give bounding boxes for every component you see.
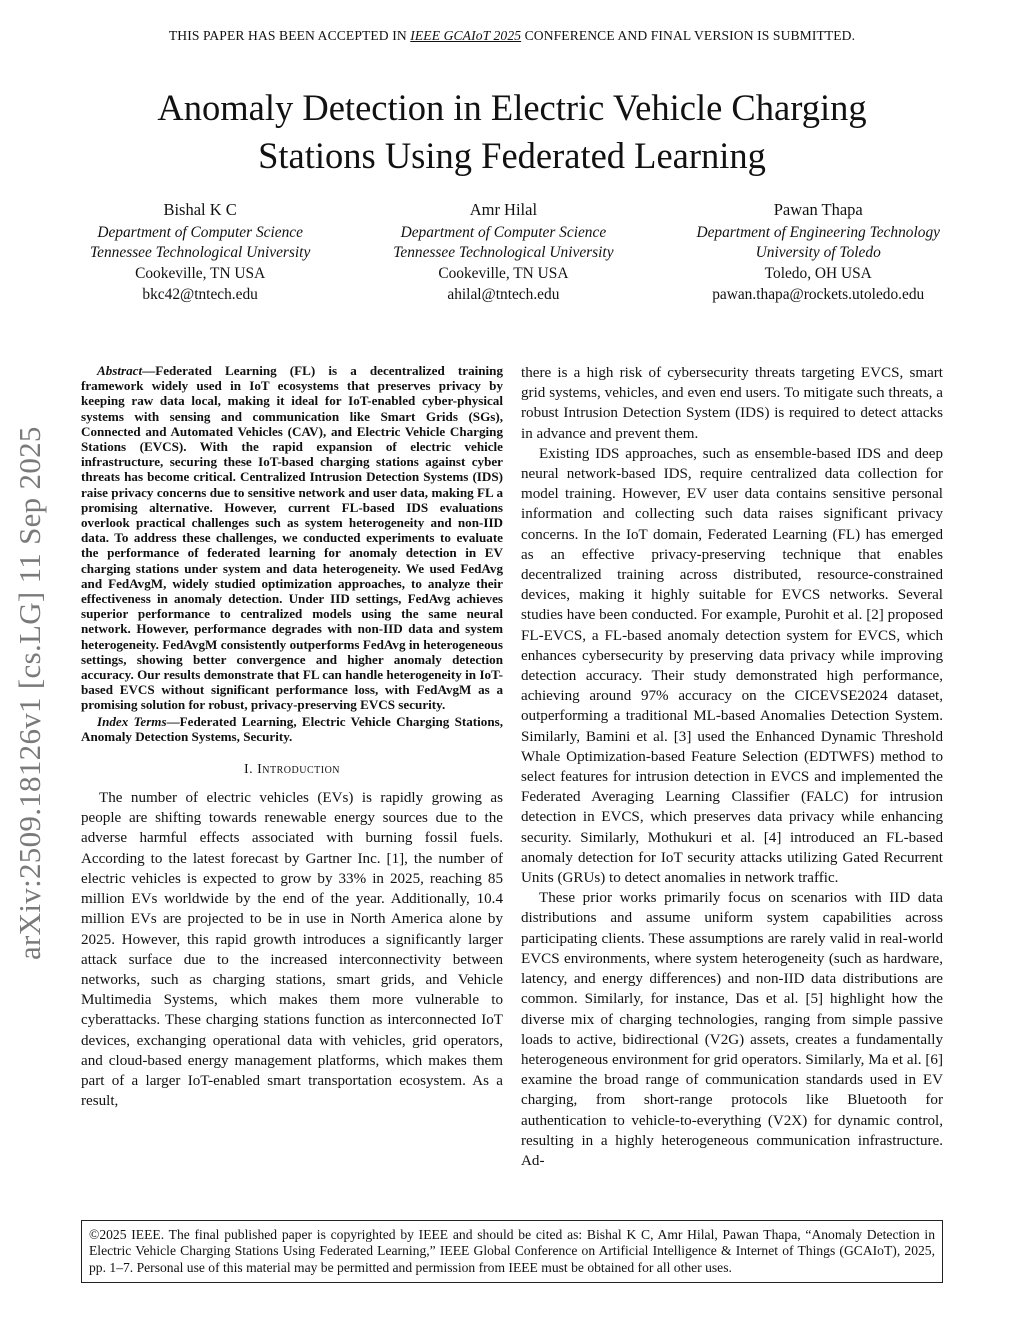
author-1 [90,200,310,306]
author-block [90,200,940,306]
author-city: Toledo, OH USA [764,265,872,283]
abstract-text: —Federated Learning (FL) is a decentralized training framework widely used in IoT ecosystems that preserves privacy by keeping raw data local, making it ideal for IoT-enabled cyber-physical systems with sensing and communication like Smart Grids (SGs), Connected and Automated Vehicles (CAV), and Electric Vehicle Charging Stations (EVCS). With the rapid expansion of electric vehicle infrastructure, securing these IoT-based charging stations against cyber threats has become critical. Centralized Intrusion Detection Systems (IDS) raise privacy concerns due to sensitive network and user data, making FL a promising alternative. However, current FL-based IDS evaluations overlook practical challenges such as system heterogeneity and non-IID data. To address these challenges, we conducted experiments to evaluate the performance of federated learning for anomaly detection in EV charging stations under system and data heterogeneity. We used FedAvg and FedAvgM, widely studied optimization approaches, to analyze their effectiveness in anomaly detection. Under IID settings, FedAvg achieves superior performance to centralized models using the same neural network. However, performance degrades with non-IID data and system heterogeneity. FedAvgM consistently outperforms FedAvg in heterogeneous settings, showing better convergence and higher anomaly detection accuracy. Our results demonstrate that FL can handle heterogeneity in IoT-based EVCS without significant performance loss, with FedAvgM as a promising solution for robust, privacy-preserving EVCS security. [81,363,503,713]
left-column [81,363,503,1111]
author-institution: Tennessee Technological University [90,244,311,262]
arxiv-identifier: arXiv:2509.18126v1 [cs.LG] 11 Sep 2025 [12,426,47,960]
author-email[interactable]: bkc42@tntech.edu [142,285,258,303]
index-terms [81,714,503,744]
author-department: Department of Computer Science [97,223,303,241]
section-number: I. [243,762,254,778]
author-name: Pawan Thapa [773,200,863,219]
intro-paragraph-continued: there is a high risk of cybersecurity threats targeting EVCS, smart grid systems, vehicles, and even end users. To mitigate such threats, a robust Intrusion Detection System (IDS) is required to detect attacks in advance and prevent them. [521,365,943,442]
author-email[interactable]: ahilal@tntech.edu [447,285,560,303]
title-line-2: Stations Using Federated Learning [258,135,766,176]
author-department: Department of Engineering Technology [696,223,940,241]
author-city: Cookeville, TN USA [438,265,569,283]
right-column [521,363,943,1171]
author-city: Cookeville, TN USA [135,265,266,283]
notice-suffix: CONFERENCE AND FINAL VERSION IS SUBMITTED. [524,28,856,43]
intro-paragraph-3: These prior works primarily focus on scenarios with IID data distributions and assume uniform system capabilities across participating clients. These assumptions are rarely valid in real-world EVCS environments, where system heterogeneity (such as hardware, latency, and energy differences) and non-IID data distributions are common. Similarly, for instance, Das et al. [5] highlight how the diverse mix of charging technologies, ranging from simple passive loads to active, bidirectional (V2G) assets, creates a fundamentally heterogeneous environment for grid operators. Similarly, Ma et al. [6] examine the broad range of communication standards used in EV charging, from short-range protocols like Bluetooth for authentication to vehicle-to-everything (V2X) for dynamic control, resulting in a highly heterogeneous communication infrastructure. Ad- [521,890,943,1169]
author-institution: University of Toledo [755,244,881,262]
author-3 [696,200,940,306]
author-department: Department of Computer Science [400,223,607,241]
index-terms-lead: Index Terms [97,713,167,729]
author-name: Bishal K C [163,200,237,219]
author-institution: Tennessee Technological University [393,244,614,262]
notice-prefix: THIS PAPER HAS BEEN ACCEPTED IN [168,28,407,43]
abstract-lead: Abstract [97,363,143,378]
abstract [81,363,503,713]
author-name: Amr Hilal [469,200,538,219]
copyright-notice: ©2025 IEEE. The final published paper is copyrighted by IEEE and should be cited as: Bishal K C, Amr Hilal, Pawan Thapa, “Anomaly Detection in Electric Vehicle Charging Stations Using Federated Learning,” IEEE Global Conference on Artificial Intelligence & Internet of Things (GCAIoT), 2025, pp. 1–7. Personal use of this material may be permitted and permission from IEEE must be obtained for all other uses. [81,1220,943,1283]
acceptance-notice [0,28,1024,44]
intro-paragraph-2: Existing IDS approaches, such as ensemble-based IDS and deep neural network-based IDS, require centralized data collection for model training. However, EV user data contains sensitive personal information and collecting such data raises significant privacy concerns. In the IoT domain, Federated Learning (FL) has emerged as an effective privacy-preserving technique that enables decentralized training across distributed, resource-constrained devices, making it highly suitable for EVCS networks. Several studies have been conducted. For example, Purohit et al. [2] proposed FL-EVCS, a FL-based anomaly detection system for EVCS, which enhances cybersecurity by preserving data privacy while improving detection accuracy. Their study demonstrated high performance, achieving around 97% accuracy on the CICEVSE2024 dataset, outperforming a traditional ML-based Anomalies Detection System. Similarly, Bamini et al. [3] used the Enhanced Dynamic Threshold Whale Optimization-based Feature Selection (EDTWFS) method to select features for intrusion detection in EVCS and implemented the Federated Averaging Learning Classifier (FALC) for intrusion detection in EVCS, which preserves data privacy while enhancing security. Similarly, Mothukuri et al. [4] introduced an FL-based anomaly detection for IoT security attacks utilizing Gated Recurrent Units (GRUs) to detect anomalies in network traffic. [521,445,943,887]
paper-title [0,84,1024,180]
section-heading [81,762,503,778]
author-email[interactable]: pawan.thapa@rockets.utoledo.edu [712,285,925,303]
author-2 [393,200,613,306]
notice-venue: IEEE GCAIoT 2025 [410,28,522,43]
intro-paragraph-1: The number of electric vehicles (EVs) is rapidly growing as people are shifting towards renewable energy sources due to the adverse harmful effects associated with burning fossil fuels. According to the latest forecast by Gartner Inc. [1], the number of electric vehicles is expected to grow by 33% in 2025, reaching 85 million EVs worldwide by the end of the year. Additionally, 10.4 million EVs are projected to be in use in North America alone by 2025. However, this rapid growth introduces a significantly larger attack surface due to the increased interconnectivity between networks, such as charging stations, smart grids, and Vehicle Multimedia Systems, which makes them more vulnerable to cyberattacks. These charging stations function as interconnected IoT devices, exchanging operational data with vehicles, grid operators, and cloud-based energy management platforms, which makes them part of a larger IoT-enabled smart transportation ecosystem. As a result, [81,790,503,1110]
index-terms-text: —Federated Learning, Electric Vehicle Charging Stations, Anomaly Detection Systems, Security. [81,713,503,744]
section-title: Introduction [257,762,341,778]
title-line-1: Anomaly Detection in Electric Vehicle Charging [157,87,867,128]
